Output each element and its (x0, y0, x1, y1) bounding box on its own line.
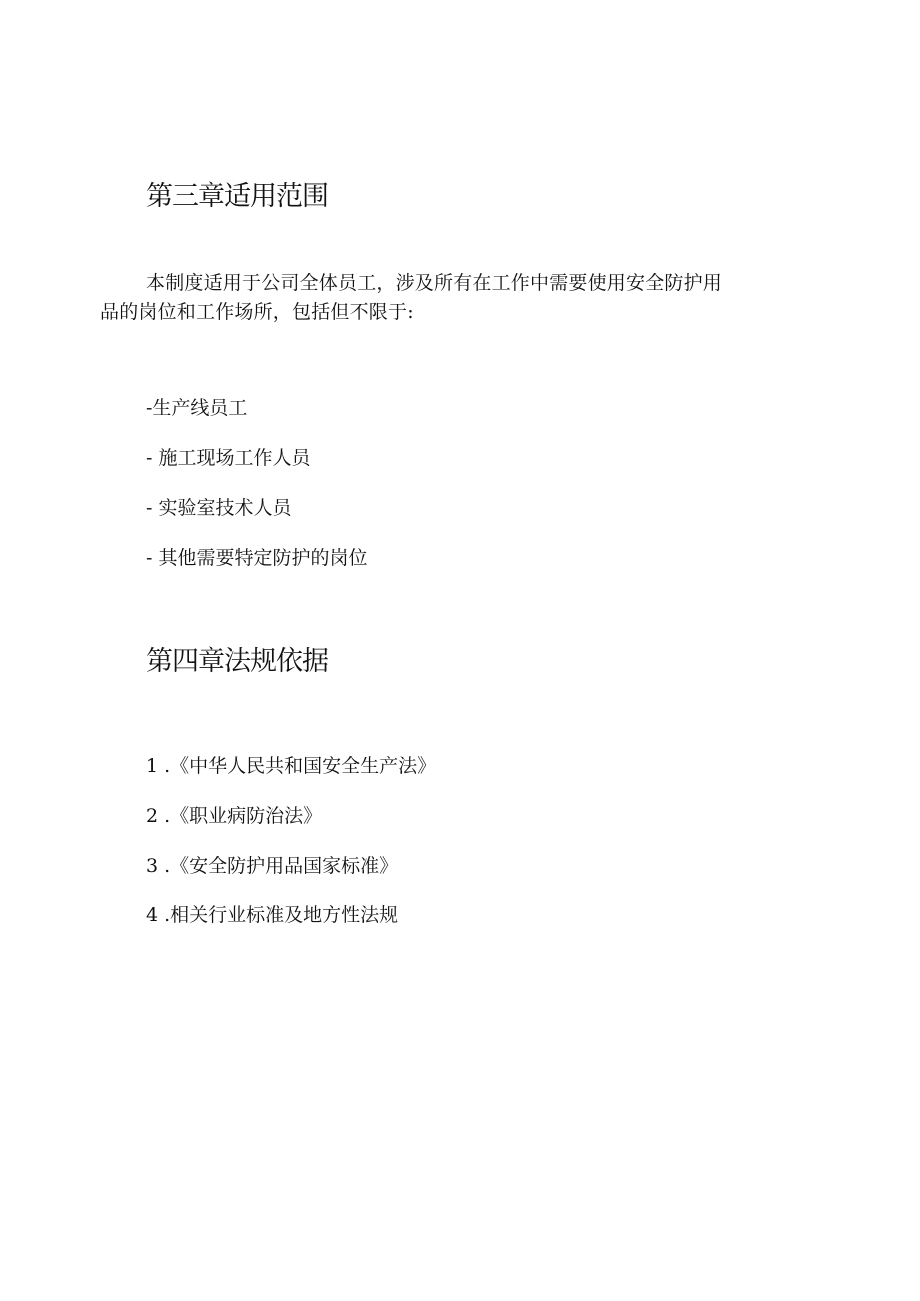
scope-paragraph-line-1: 本制度适用于公司全体员工，涉及所有在工作中需要使用安全防护用 (146, 272, 723, 294)
scope-list-item: -生产线员工 (146, 397, 248, 419)
regulation-list-item: 4 .相关行业标准及地方性法规 (146, 904, 399, 926)
chapter-3-title: 第三章适用范围 (146, 181, 328, 212)
scope-paragraph-line-2: 品的岗位和工作场所，包括但不限于: (100, 301, 414, 323)
scope-list-item: - 实验室技术人员 (146, 497, 292, 519)
regulation-list-item: 2 .《职业病防治法》 (146, 805, 323, 827)
scope-list-item: - 施工现场工作人员 (146, 447, 311, 469)
regulation-list-item: 1 .《中华人民共和国安全生产法》 (146, 755, 437, 777)
scope-list-item: - 其他需要特定防护的岗位 (146, 547, 368, 569)
chapter-4-title: 第四章法规依据 (146, 646, 328, 677)
regulation-list-item: 3 .《安全防护用品国家标准》 (146, 855, 399, 877)
